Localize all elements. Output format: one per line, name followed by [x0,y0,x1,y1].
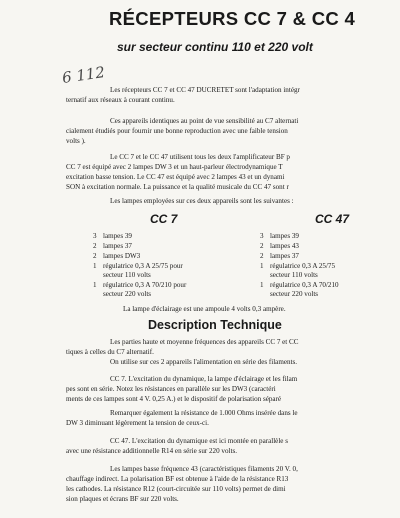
amps-line-1: Le CC 7 et le CC 47 utilisent tous les deux l'amplificateur BF p [110,153,290,161]
section-p2-line: ments de ces lampes sont 4 V. 0,25 A.) et le dispositif de polarisation séparé [66,395,282,403]
cc47-lamp-item: 3 lampes 39 [260,232,299,240]
cc7-lamp-item: 2 lampes 37 [93,242,132,250]
section-p3-line: Remarquer également la résistance de 1.000 Ohms insérée dans le [110,409,298,417]
handwritten-note: 6 112 [60,63,106,87]
cc47-lamp-item: 1 régulatrice 0,3 A 25/75 [260,262,336,270]
lamps-intro: Les lampes employées sur ces deux appareils sont les suivantes : [110,197,294,205]
section-p5-line: les cathodes. La résistance R12 (court-circuitée sur 110 volts) permet de dimi [66,485,286,493]
cc7-lamp-item-cont: secteur 110 volts [103,271,151,279]
section-p1-line: On utilise sur ces 2 appareils l'alimentation en série des filaments. [110,358,298,366]
cc7-lamp-item-cont: secteur 220 volts [103,290,152,298]
amps-line-3: excitation basse tension. Le CC 47 est équipé avec 2 lampes 43 et un dynami [66,173,285,181]
cc7-lamp-item: 3 lampes 39 [93,232,132,240]
intro-line-1: Les récepteurs CC 7 et CC 47 DUCRETET sont l'adaptation intégr [110,86,300,94]
section-p1-line: tiques à celles du C7 alternatif. [66,348,154,356]
section-p5-line: sion plaques et écrans BF sur 220 volts. [66,495,179,503]
identical-line-1: Ces appareils identiques au point de vue sensibilité au C7 alternati [110,117,299,125]
section-title: Description Technique [148,318,282,332]
cc7-heading: CC 7 [150,212,178,226]
identical-line-3: volts ). [66,137,86,145]
amps-line-2: CC 7 est équipé avec 2 lampes DW 3 et un haut-parleur électrodynamique T [66,163,283,171]
amps-line-4: SON à excitation normale. La puissance et la qualité musicale du CC 47 sont r [66,183,289,191]
cc47-lamp-item: 2 lampes 37 [260,252,299,260]
cc47-lamp-item: 2 lampes 43 [260,242,299,250]
section-p4-line: avec une résistance additionnelle R14 en série sur 220 volts. [66,447,237,455]
section-p2-line: CC 7. L'excitation du dynamique, la lampe d'éclairage et les filam [110,375,298,383]
cc47-heading: CC 47 [315,212,350,226]
identical-line-2: cialement étudiés pour fournir une bonne reproduction avec une faible tension [66,127,288,135]
intro-line-2: ternatif aux réseaux à courant continu. [66,96,175,104]
section-p5-line: Les lampes basse fréquence 43 (caractéristiques filaments 20 V. 0, [110,465,298,473]
section-p2-line: pes sont en série. Notez les résistances en parallèle sur les DW3 (caractéri [66,385,276,393]
section-p4-line: CC 47. L'excitation du dynamique est ici montée en parallèle s [110,437,288,445]
cc7-lamp-item: 2 lampes DW3 [93,252,141,260]
section-p3-line: DW 3 diminuant légèrement la tension de ceux-ci. [66,419,209,427]
section-p1-line: Les parties haute et moyenne fréquences des appareils CC 7 et CC [110,338,299,346]
cc47-lamp-item-cont: secteur 220 volts [270,290,319,298]
cc7-lamp-item: 1 régulatrice 0,3 A 70/210 pour [93,281,187,289]
cc47-lamp-item-cont: secteur 110 volts [270,271,318,279]
section-p5-line: chauffage indirect. La polarisation BF est obtenue à l'aide de la résistance R13 [66,475,289,483]
cc47-lamp-item: 1 régulatrice 0,3 A 70/210 [260,281,339,289]
cc7-lamp-item: 1 régulatrice 0,3 A 25/75 pour [93,262,183,270]
page-title: RÉCEPTEURS CC 7 & CC 4 [109,8,356,29]
page-subtitle: sur secteur continu 110 et 220 volt [117,40,313,54]
lamp-note: La lampe d'éclairage est une ampoule 4 volts 0,3 ampère. [123,305,286,313]
